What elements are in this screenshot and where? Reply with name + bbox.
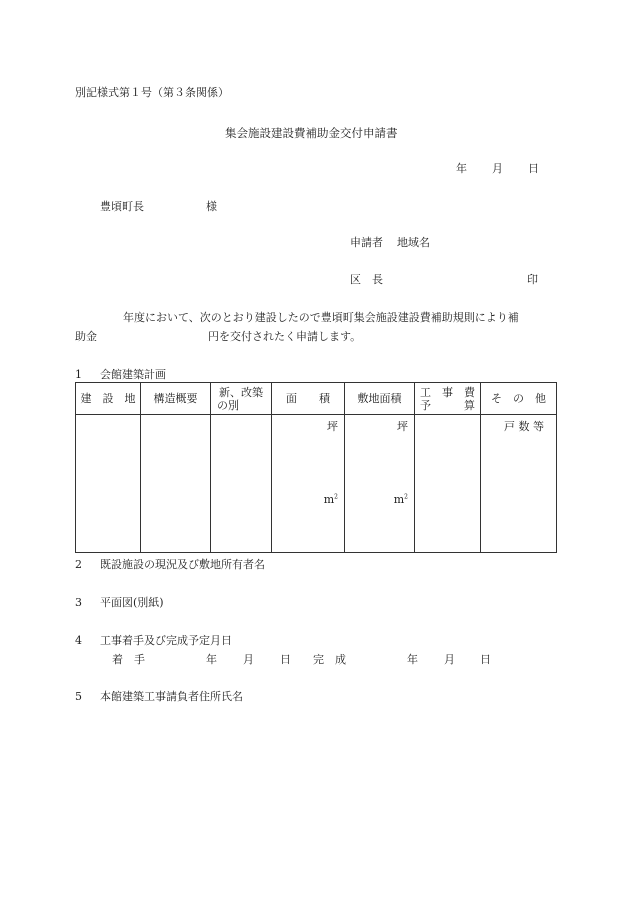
area-tsubo-unit: 坪 [327, 420, 338, 433]
body-text-line-1: 年度において、次のとおり建設したので豊頃町集会施設建設費補助規則により補 [123, 311, 519, 324]
header-land-area: 敷地面積 [345, 383, 415, 415]
header-construction-budget: 工 事 費 予 算 [415, 383, 481, 415]
header-site: 建 設 地 [76, 383, 141, 415]
start-year-label: 年 [206, 653, 217, 666]
completion-label: 完 成 [313, 653, 346, 666]
date-day-label: 日 [528, 162, 539, 175]
section-5-number: 5 [75, 690, 82, 703]
households-label: 戸 数 等 [504, 420, 544, 433]
body-text-line-2-prefix: 助金 [75, 330, 97, 343]
addressee-honorific: 様 [206, 200, 217, 213]
construction-plan-table [75, 382, 557, 553]
section-2-heading: 既設施設の現況及び敷地所有者名 [100, 558, 265, 571]
header-area: 面 積 [272, 383, 345, 415]
header-other: そ の 他 [481, 383, 557, 415]
land-tsubo-unit: 坪 [397, 420, 408, 433]
land-sqm-unit: $m^2$ [393, 493, 408, 506]
chief-label: 区 長 [350, 273, 383, 286]
section-3-heading: 平面図(別紙) [100, 596, 164, 609]
section-3-number: 3 [75, 596, 82, 609]
date-month-label: 月 [492, 162, 503, 175]
table-header-row [76, 383, 557, 415]
section-5-heading: 本館建築工事請負者住所氏名 [100, 690, 243, 703]
date-year-label: 年 [456, 162, 467, 175]
start-day-label: 日 [280, 653, 291, 666]
cell-area [272, 415, 345, 553]
cell-new-or-modification [211, 415, 272, 553]
cell-land-area [345, 415, 415, 553]
completion-day-label: 日 [480, 653, 491, 666]
section-2-number: 2 [75, 558, 82, 571]
seal-mark: 印 [527, 273, 538, 286]
applicant-label: 申請者 [350, 236, 383, 249]
header-new-or-modification: 新、改築 の別 [211, 383, 272, 415]
start-label: 着 手 [112, 653, 145, 666]
cell-construction-budget [415, 415, 481, 553]
cell-other [481, 415, 557, 553]
area-sqm-unit: $m^2$ [323, 493, 338, 506]
start-month-label: 月 [243, 653, 254, 666]
section-1-heading: 会館建築計画 [100, 368, 166, 381]
addressee-name: 豊頃町長 [100, 200, 144, 213]
section-4-heading: 工事着手及び完成予定月日 [100, 634, 232, 647]
table-body-row [76, 415, 557, 553]
body-text-line-2-suffix: 円を交付されたく申請します。 [208, 330, 362, 343]
region-name-label: 地域名 [397, 236, 430, 249]
section-1-number: 1 [75, 368, 82, 381]
section-4-number: 4 [75, 634, 82, 647]
cell-structure [141, 415, 211, 553]
completion-year-label: 年 [407, 653, 418, 666]
cell-site [76, 415, 141, 553]
form-number: 別記様式第１号（第３条関係） [75, 86, 229, 99]
header-structure: 構造概要 [141, 383, 211, 415]
document-title: 集会施設建設費補助金交付申請書 [225, 126, 398, 140]
completion-month-label: 月 [444, 653, 455, 666]
